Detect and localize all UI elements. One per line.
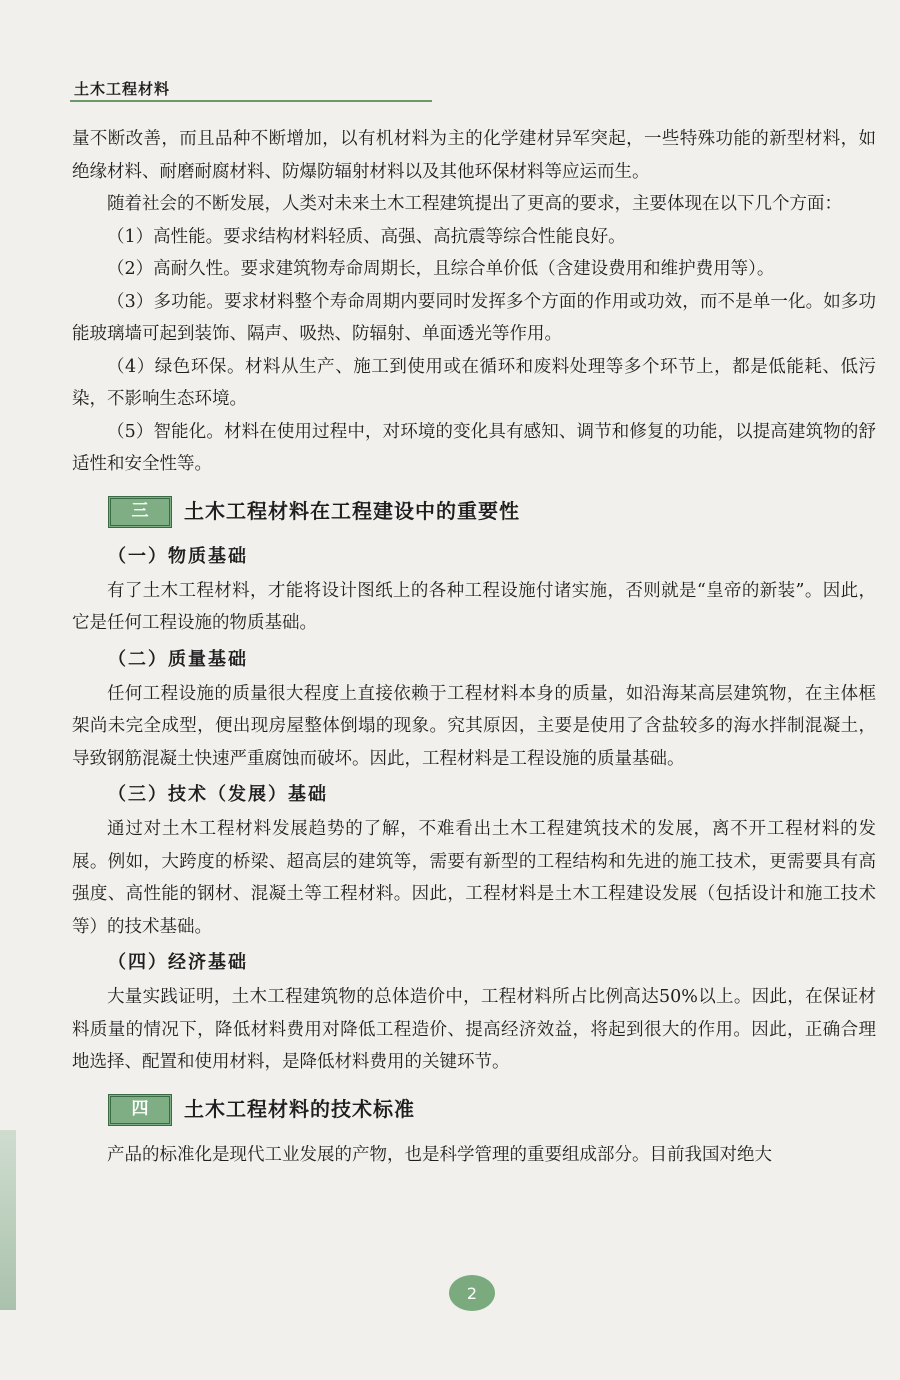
running-header-title: 土木工程材料 bbox=[74, 80, 171, 98]
header-rule bbox=[70, 100, 432, 102]
subsection-heading: （二）质量基础 bbox=[108, 648, 248, 670]
paragraph: 通过对土木工程材料发展趋势的了解，不难看出土木工程建筑技术的发展，离不开工程材料的发展。例如，大跨度的桥梁、超高层的建筑等，需要有新型的工程结构和先进的施工技术，更需要具有高强度、高性能的钢材、混凝土等工程材料。因此，工程材料是土木工程建设发展（包括设计和施工技术等）的技术基础。 bbox=[72, 819, 876, 937]
paragraph: 任何工程设施的质量很大程度上直接依赖于工程材料本身的质量，如沿海某高层建筑物，在主体框架尚未完全成型，便出现房屋整体倒塌的现象。究其原因，主要是使用了含盐较多的海水拌制混凝土，导致钢筋混凝土快速严重腐蚀而破坏。因此，工程材料是工程设施的质量基础。 bbox=[72, 683, 876, 769]
paragraph: 量不断改善，而且品种不断增加，以有机材料为主的化学建材异军突起，一些特殊功能的新型材料，如绝缘材料、耐磨耐腐材料、防爆防辐射材料以及其他环保材料等应运而生。 bbox=[72, 129, 876, 182]
list-item: （4）绿色环保。材料从生产、施工到使用或在循环和废料处理等多个环节上，都是低能耗、低污染，不影响生态环境。 bbox=[72, 356, 876, 409]
section-number-badge: 四 bbox=[108, 1094, 172, 1126]
list-item: （2）高耐久性。要求建筑物寿命周期长，且综合单价低（含建设费用和维护费用等）。 bbox=[107, 259, 775, 279]
section-heading-4 bbox=[108, 1087, 876, 1133]
section-title: 土木工程材料在工程建设中的重要性 bbox=[184, 499, 520, 524]
subsection-heading: （四）经济基础 bbox=[108, 952, 248, 973]
section-number-badge: 三 bbox=[108, 496, 172, 528]
subsection-heading: （一）物质基础 bbox=[108, 545, 248, 567]
page-edge-decoration bbox=[0, 1130, 16, 1310]
section-heading-3 bbox=[108, 489, 876, 535]
subsection-heading: （三）技术（发展）基础 bbox=[108, 784, 328, 805]
list-item: （5）智能化。材料在使用过程中，对环境的变化具有感知、调节和修复的功能，以提高建筑物的舒适性和安全性等。 bbox=[72, 421, 876, 474]
paragraph: 大量实践证明，土木工程建筑物的总体造价中，工程材料所占比例高达50%以上。因此，在保证材料质量的情况下，降低材料费用对降低工程造价、提高经济效益，将起到很大的作用。因此，正确合理地选择、配置和使用材料，是降低材料费用的关键环节。 bbox=[72, 987, 876, 1072]
paragraph: 随着社会的不断发展，人类对未来土木工程建筑提出了更高的要求，主要体现在以下几个方面： bbox=[107, 194, 842, 214]
page-body bbox=[72, 123, 876, 1171]
paragraph: 有了土木工程材料，才能将设计图纸上的各种工程设施付诸实施，否则就是“皇帝的新装”。因此，它是任何工程设施的物质基础。 bbox=[72, 580, 876, 633]
list-item: （3）多功能。要求材料整个寿命周期内要同时发挥多个方面的作用或功效，而不是单一化。如多功能玻璃墙可起到装饰、隔声、吸热、防辐射、单面透光等作用。 bbox=[72, 291, 876, 344]
list-item: （1）高性能。要求结构材料轻质、高强、高抗震等综合性能良好。 bbox=[107, 226, 626, 247]
paragraph: 产品的标准化是现代工业发展的产物，也是科学管理的重要组成部分。目前我国对绝大 bbox=[107, 1144, 772, 1165]
section-title: 土木工程材料的技术标准 bbox=[184, 1097, 415, 1122]
page-number-badge: 2 bbox=[449, 1275, 495, 1311]
